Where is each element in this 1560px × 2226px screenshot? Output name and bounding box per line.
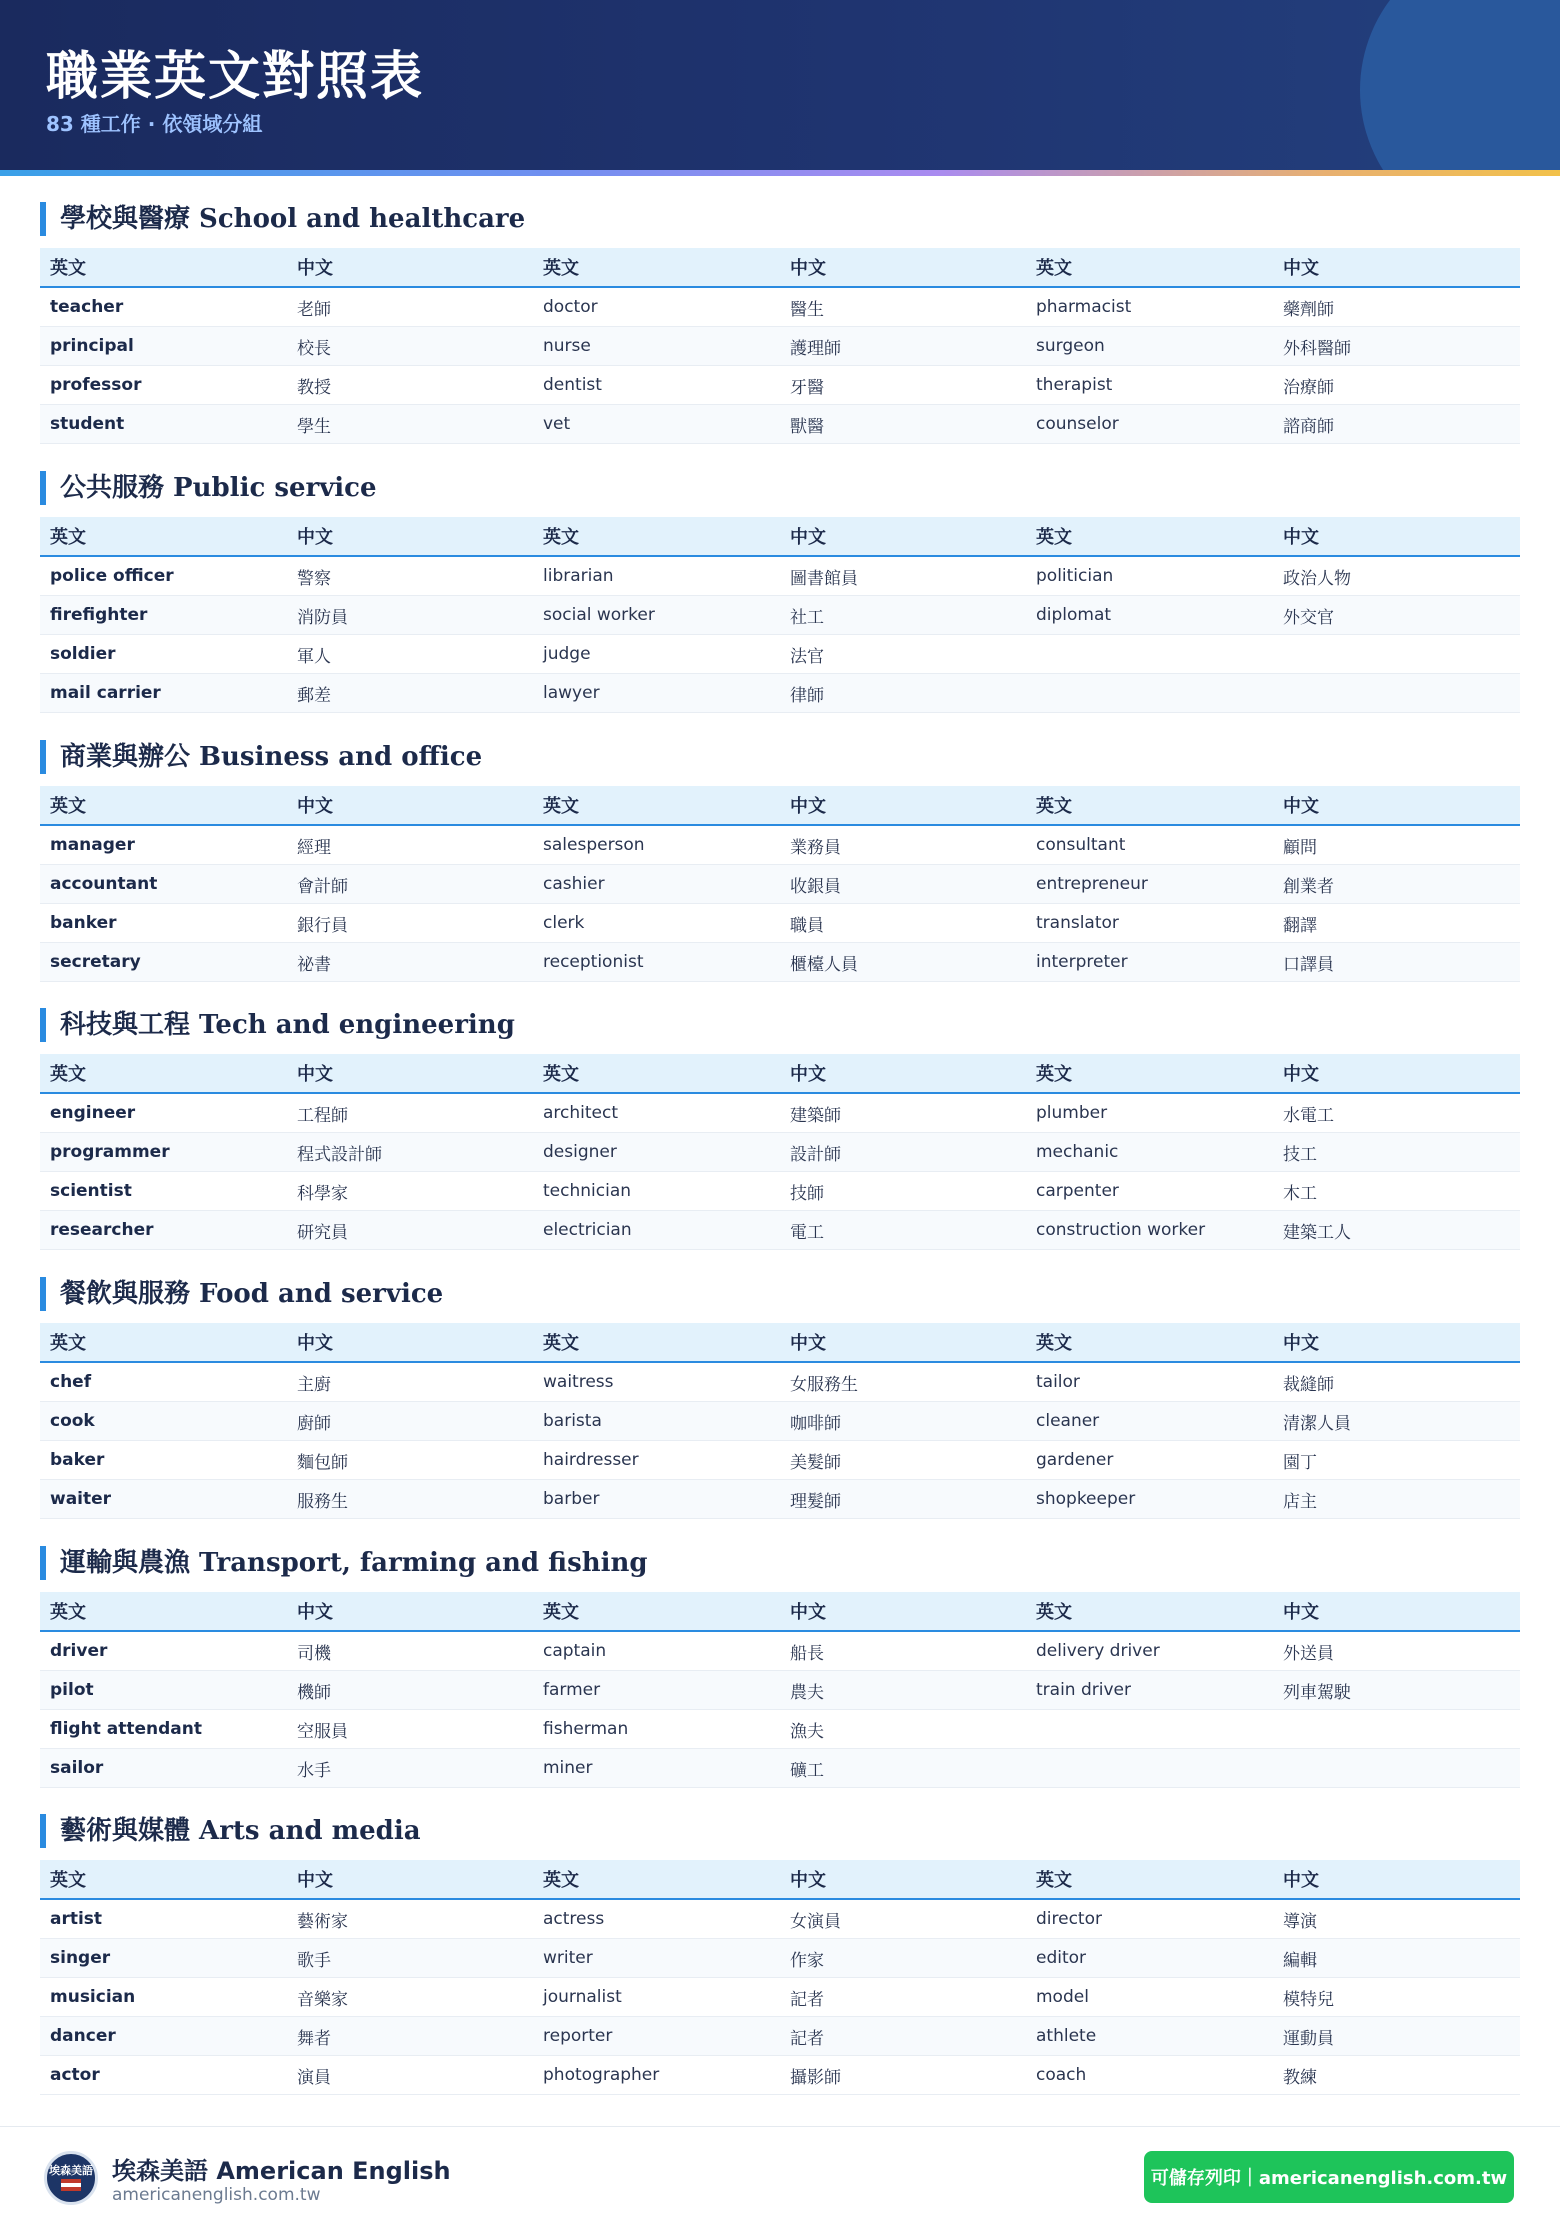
chinese-term: 演員 (297, 2067, 331, 2088)
chinese-term: 木工 (1283, 1183, 1317, 1204)
english-term: sailor (50, 1758, 104, 1778)
english-term: secretary (50, 952, 141, 972)
vocab-table (40, 786, 1520, 982)
chinese-term: 舞者 (297, 2028, 331, 2049)
table-row (40, 1133, 1520, 1172)
english-term: shopkeeper (1036, 1489, 1136, 1509)
chinese-term: 社工 (790, 607, 824, 628)
section-title: 藝術與媒體 Arts and media (40, 1814, 421, 1848)
chinese-term: 護理師 (790, 338, 841, 359)
english-term: salesperson (543, 835, 645, 855)
english-term: police officer (50, 566, 174, 586)
column-header: 英文 (50, 1064, 86, 1085)
column-header: 英文 (543, 1333, 579, 1354)
table-row (40, 1749, 1520, 1788)
page-footer (0, 2126, 1560, 2226)
english-term: lawyer (543, 683, 600, 703)
chinese-term: 工程師 (297, 1105, 348, 1126)
chinese-term: 理髮師 (790, 1491, 841, 1512)
chinese-term: 牙醫 (790, 377, 824, 398)
chinese-term (1273, 1710, 1283, 1748)
chinese-term: 外送員 (1283, 1643, 1334, 1664)
table-row (40, 1480, 1520, 1519)
chinese-term: 學生 (297, 416, 331, 437)
vocab-table (40, 517, 1520, 713)
chinese-term: 導演 (1283, 1911, 1317, 1932)
english-term: barista (543, 1411, 602, 1431)
english-term: athlete (1036, 2026, 1097, 2046)
table-row (40, 1402, 1520, 1441)
english-term: journalist (543, 1987, 622, 2007)
column-header: 英文 (1036, 1064, 1072, 1085)
english-term: manager (50, 835, 135, 855)
table-header-row (40, 1860, 1520, 1900)
english-term: electrician (543, 1220, 632, 1240)
chinese-term: 水電工 (1283, 1105, 1334, 1126)
chinese-term: 藝術家 (297, 1911, 348, 1932)
table-row (40, 596, 1520, 635)
chinese-term: 外交官 (1283, 607, 1334, 628)
english-term: consultant (1036, 835, 1126, 855)
english-term (1026, 635, 1036, 673)
english-term: fisherman (543, 1719, 629, 1739)
english-term: pharmacist (1036, 297, 1132, 317)
chinese-term: 翻譯 (1283, 915, 1317, 936)
section-title: 餐飲與服務 Food and service (40, 1277, 443, 1311)
print-save-button[interactable]: 可儲存列印｜americanenglish.com.tw (1144, 2151, 1514, 2203)
english-term: social worker (543, 605, 655, 625)
english-term: professor (50, 375, 142, 395)
chinese-term: 獸醫 (790, 416, 824, 437)
chinese-term: 消防員 (297, 607, 348, 628)
table-row (40, 1632, 1520, 1671)
column-header: 中文 (790, 1064, 826, 1085)
english-term: librarian (543, 566, 614, 586)
table-header-row (40, 248, 1520, 288)
column-header: 英文 (50, 258, 86, 279)
chinese-term: 列車駕駛 (1283, 1682, 1351, 1703)
english-term: engineer (50, 1103, 136, 1123)
english-term: writer (543, 1948, 593, 1968)
english-term: therapist (1036, 375, 1113, 395)
chinese-term: 模特兒 (1283, 1989, 1334, 2010)
chinese-term: 船長 (790, 1643, 824, 1664)
chinese-term: 收銀員 (790, 876, 841, 897)
column-header: 英文 (1036, 527, 1072, 548)
chinese-term: 科學家 (297, 1183, 348, 1204)
chinese-term: 園丁 (1283, 1452, 1317, 1473)
english-term: carpenter (1036, 1181, 1119, 1201)
english-term: captain (543, 1641, 607, 1661)
chinese-term: 教授 (297, 377, 331, 398)
chinese-term: 漁夫 (790, 1721, 824, 1742)
section-title: 商業與辦公 Business and office (40, 740, 482, 774)
chinese-term (1273, 1749, 1283, 1787)
column-header: 中文 (297, 796, 333, 817)
english-term: reporter (543, 2026, 613, 2046)
chinese-term: 治療師 (1283, 377, 1334, 398)
english-term: cook (50, 1411, 95, 1431)
chinese-term: 機師 (297, 1682, 331, 1703)
chinese-term: 礦工 (790, 1760, 824, 1781)
column-header: 英文 (1036, 258, 1072, 279)
chinese-term: 政治人物 (1283, 568, 1351, 589)
chinese-term: 歌手 (297, 1950, 331, 1971)
english-term: actress (543, 1909, 605, 1929)
column-header: 英文 (1036, 1333, 1072, 1354)
vocab-table (40, 1054, 1520, 1250)
chinese-term: 運動員 (1283, 2028, 1334, 2049)
english-term: clerk (543, 913, 585, 933)
vocab-table (40, 1592, 1520, 1788)
english-term: architect (543, 1103, 619, 1123)
column-header: 中文 (1283, 1602, 1319, 1623)
column-header: 中文 (297, 258, 333, 279)
chinese-term: 作家 (790, 1950, 824, 1971)
english-term: principal (50, 336, 134, 356)
column-header: 中文 (1283, 258, 1319, 279)
english-term: editor (1036, 1948, 1087, 1968)
vocab-table (40, 1323, 1520, 1519)
chinese-term: 女服務生 (790, 1374, 858, 1395)
column-header: 英文 (1036, 1602, 1072, 1623)
english-term: artist (50, 1909, 103, 1929)
table-row (40, 1671, 1520, 1710)
column-header: 英文 (543, 527, 579, 548)
brand-url[interactable]: americanenglish.com.tw (112, 2185, 321, 2205)
english-term: model (1036, 1987, 1089, 2007)
english-term: dancer (50, 2026, 116, 2046)
column-header: 中文 (1283, 1333, 1319, 1354)
english-term: construction worker (1036, 1220, 1206, 1240)
column-header: 中文 (1283, 1870, 1319, 1891)
column-header: 英文 (50, 527, 86, 548)
page-header (0, 0, 1560, 170)
page-title: 職業英文對照表 (46, 46, 425, 107)
english-term: gardener (1036, 1450, 1114, 1470)
chinese-term: 技師 (790, 1183, 824, 1204)
english-term: driver (50, 1641, 108, 1661)
section-title: 學校與醫療 School and healthcare (40, 202, 525, 236)
english-term: cashier (543, 874, 605, 894)
column-header: 中文 (1283, 796, 1319, 817)
english-term: entrepreneur (1036, 874, 1148, 894)
english-term: pilot (50, 1680, 94, 1700)
chinese-term: 空服員 (297, 1721, 348, 1742)
english-term (1026, 1710, 1036, 1748)
english-term: tailor (1036, 1372, 1080, 1392)
english-term: diplomat (1036, 605, 1112, 625)
english-term: researcher (50, 1220, 154, 1240)
column-header: 中文 (790, 1870, 826, 1891)
chinese-term: 顧問 (1283, 837, 1317, 858)
chinese-term: 櫃檯人員 (790, 954, 858, 975)
chinese-term: 職員 (790, 915, 824, 936)
english-term: translator (1036, 913, 1119, 933)
chinese-term: 研究員 (297, 1222, 348, 1243)
english-term: train driver (1036, 1680, 1131, 1700)
table-row (40, 943, 1520, 982)
english-term: surgeon (1036, 336, 1105, 356)
table-row (40, 2017, 1520, 2056)
english-term: waiter (50, 1489, 112, 1509)
table-row (40, 327, 1520, 366)
brand-name: 埃森美語 American English (112, 2157, 451, 2185)
chinese-term: 主廚 (297, 1374, 331, 1395)
table-row (40, 1710, 1520, 1749)
chinese-term: 編輯 (1283, 1950, 1317, 1971)
chinese-term: 教練 (1283, 2067, 1317, 2088)
section-title: 運輸與農漁 Transport, farming and fishing (40, 1546, 648, 1580)
english-term: teacher (50, 297, 124, 317)
english-term: barber (543, 1489, 600, 1509)
chinese-term: 設計師 (790, 1144, 841, 1165)
chinese-term: 女演員 (790, 1911, 841, 1932)
chinese-term: 廚師 (297, 1413, 331, 1434)
chinese-term: 水手 (297, 1760, 331, 1781)
chinese-term: 警察 (297, 568, 331, 589)
logo-text: 埃森美語 (49, 2164, 93, 2177)
column-header: 中文 (297, 1602, 333, 1623)
column-header: 英文 (50, 1870, 86, 1891)
column-header: 中文 (297, 1064, 333, 1085)
chinese-term: 老師 (297, 299, 331, 320)
table-row (40, 288, 1520, 327)
table-row (40, 1441, 1520, 1480)
column-header: 英文 (50, 1333, 86, 1354)
table-row (40, 826, 1520, 865)
table-row (40, 366, 1520, 405)
chinese-term: 建築工人 (1283, 1222, 1351, 1243)
header-decoration (1360, 0, 1560, 170)
english-term: politician (1036, 566, 1114, 586)
column-header: 英文 (1036, 1870, 1072, 1891)
english-term: accountant (50, 874, 158, 894)
chinese-term: 服務生 (297, 1491, 348, 1512)
chinese-term: 建築師 (790, 1105, 841, 1126)
table-header-row (40, 1592, 1520, 1632)
chinese-term: 攝影師 (790, 2067, 841, 2088)
chinese-term: 會計師 (297, 876, 348, 897)
column-header: 英文 (543, 1870, 579, 1891)
table-row (40, 2056, 1520, 2095)
chinese-term (1273, 674, 1283, 712)
english-term: technician (543, 1181, 632, 1201)
english-term: cleaner (1036, 1411, 1100, 1431)
chinese-term: 諮商師 (1283, 416, 1334, 437)
brand-logo (44, 2151, 98, 2205)
table-row (40, 635, 1520, 674)
english-term: soldier (50, 644, 116, 664)
english-term: delivery driver (1036, 1641, 1160, 1661)
chinese-term: 司機 (297, 1643, 331, 1664)
table-header-row (40, 1054, 1520, 1094)
english-term: banker (50, 913, 117, 933)
column-header: 英文 (543, 258, 579, 279)
chinese-term: 創業者 (1283, 876, 1334, 897)
english-term: receptionist (543, 952, 644, 972)
english-term: coach (1036, 2065, 1087, 2085)
column-header: 中文 (790, 1602, 826, 1623)
chinese-term: 圖書館員 (790, 568, 858, 589)
table-row (40, 557, 1520, 596)
section-title: 公共服務 Public service (40, 471, 377, 505)
english-term: director (1036, 1909, 1102, 1929)
column-header: 中文 (790, 258, 826, 279)
table-header-row (40, 786, 1520, 826)
english-term: doctor (543, 297, 598, 317)
column-header: 中文 (790, 527, 826, 548)
chinese-term: 藥劑師 (1283, 299, 1334, 320)
english-term: musician (50, 1987, 136, 2007)
english-term: miner (543, 1758, 593, 1778)
english-term: farmer (543, 1680, 601, 1700)
table-header-row (40, 517, 1520, 557)
table-row (40, 1363, 1520, 1402)
chinese-term: 軍人 (297, 646, 331, 667)
table-row (40, 674, 1520, 713)
english-term: firefighter (50, 605, 148, 625)
chinese-term: 外科醫師 (1283, 338, 1351, 359)
column-header: 英文 (543, 1602, 579, 1623)
english-term: judge (543, 644, 591, 664)
english-term: singer (50, 1948, 111, 1968)
chinese-term: 技工 (1283, 1144, 1317, 1165)
english-term: scientist (50, 1181, 132, 1201)
english-term: programmer (50, 1142, 170, 1162)
table-row (40, 1939, 1520, 1978)
chinese-term: 電工 (790, 1222, 824, 1243)
english-term: mechanic (1036, 1142, 1119, 1162)
chinese-term (1273, 635, 1283, 673)
chinese-term: 銀行員 (297, 915, 348, 936)
chinese-term: 律師 (790, 685, 824, 706)
english-term: plumber (1036, 1103, 1108, 1123)
column-header: 英文 (50, 1602, 86, 1623)
chinese-term: 程式設計師 (297, 1144, 382, 1165)
chinese-term: 郵差 (297, 685, 331, 706)
english-term: dentist (543, 375, 602, 395)
english-term: interpreter (1036, 952, 1128, 972)
vocab-table (40, 248, 1520, 444)
english-term: hairdresser (543, 1450, 639, 1470)
english-term (1026, 1749, 1036, 1787)
english-term: photographer (543, 2065, 660, 2085)
english-term: chef (50, 1372, 92, 1392)
chinese-term: 裁縫師 (1283, 1374, 1334, 1395)
english-term: nurse (543, 336, 591, 356)
chinese-term: 店主 (1283, 1491, 1317, 1512)
column-header: 中文 (297, 527, 333, 548)
column-header: 英文 (543, 1064, 579, 1085)
english-term: flight attendant (50, 1719, 202, 1739)
english-term: student (50, 414, 125, 434)
chinese-term: 農夫 (790, 1682, 824, 1703)
english-term: actor (50, 2065, 100, 2085)
chinese-term: 業務員 (790, 837, 841, 858)
chinese-term: 美髮師 (790, 1452, 841, 1473)
english-term: mail carrier (50, 683, 161, 703)
column-header: 中文 (1283, 1064, 1319, 1085)
table-row (40, 904, 1520, 943)
chinese-term: 法官 (790, 646, 824, 667)
chinese-term: 清潔人員 (1283, 1413, 1351, 1434)
column-header: 中文 (790, 1333, 826, 1354)
english-term: vet (543, 414, 571, 434)
table-row (40, 1211, 1520, 1250)
flag-icon (61, 2179, 81, 2191)
chinese-term: 口譯員 (1283, 954, 1334, 975)
column-header: 英文 (543, 796, 579, 817)
page-subtitle: 83 種工作 · 依領域分組 (46, 112, 263, 136)
column-header: 中文 (297, 1333, 333, 1354)
chinese-term: 記者 (790, 1989, 824, 2010)
chinese-term: 經理 (297, 837, 331, 858)
section-title: 科技與工程 Tech and engineering (40, 1008, 515, 1042)
vocab-table (40, 1860, 1520, 2095)
english-term (1026, 674, 1036, 712)
column-header: 英文 (50, 796, 86, 817)
english-term: baker (50, 1450, 105, 1470)
chinese-term: 醫生 (790, 299, 824, 320)
table-row (40, 405, 1520, 444)
chinese-term: 記者 (790, 2028, 824, 2049)
table-row (40, 1172, 1520, 1211)
table-row (40, 1978, 1520, 2017)
english-term: waitress (543, 1372, 614, 1392)
column-header: 中文 (297, 1870, 333, 1891)
column-header: 英文 (1036, 796, 1072, 817)
chinese-term: 祕書 (297, 954, 331, 975)
english-term: counselor (1036, 414, 1119, 434)
chinese-term: 音樂家 (297, 1989, 348, 2010)
header-accent-bar (0, 170, 1560, 176)
english-term: designer (543, 1142, 617, 1162)
chinese-term: 咖啡師 (790, 1413, 841, 1434)
column-header: 中文 (1283, 527, 1319, 548)
table-row (40, 1094, 1520, 1133)
table-row (40, 1900, 1520, 1939)
table-row (40, 865, 1520, 904)
table-header-row (40, 1323, 1520, 1363)
chinese-term: 校長 (297, 338, 331, 359)
chinese-term: 麵包師 (297, 1452, 348, 1473)
column-header: 中文 (790, 796, 826, 817)
